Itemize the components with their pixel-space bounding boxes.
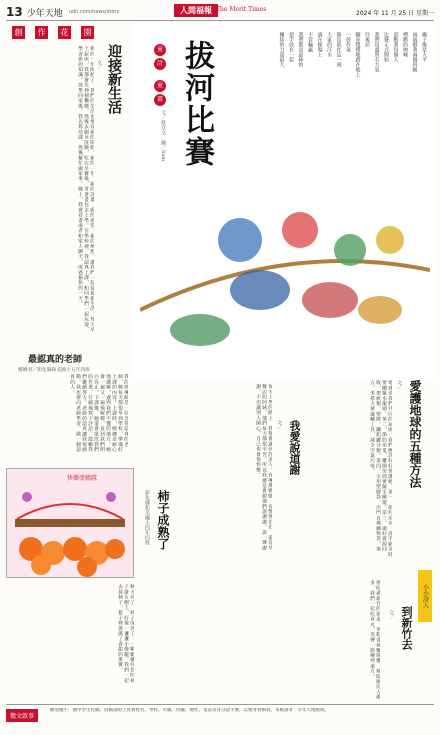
poem-label-1: 童 xyxy=(154,44,166,56)
section-name: 少年天地 xyxy=(26,8,63,19)
poem-line: 往後拉 xyxy=(364,32,370,47)
poem-label-4: 畫 xyxy=(154,94,166,106)
article-body-hsinchu: 風吹過新竹的街道，米粉香氣飄呀飄，城隍廟前人潮多，我們一起吃貢丸，笑聲一路傳到遠方。 xyxy=(369,580,380,700)
article-body-teacher: 我的班導師是一位非常認真的老師，她每天都很早到學校，準備好上課的內容。上課時，她總是耐心地講解，遇到我們不懂的地方，她會一遍又一遍地解釋，直到我們明白為止。下課後，她還會批改我們的作業，仔細地寫下評語，鼓勵我們繼續努力。老師的認真讓我很感動，我也要向老師學習，做一個認真的人。 xyxy=(69,374,128,452)
category-tags xyxy=(12,26,94,39)
poem-line: 把手放在一起 xyxy=(288,32,294,62)
poem-line: 我們都是最棒的 xyxy=(297,32,304,67)
poem-line: 一鼓作氣 xyxy=(345,32,351,52)
tug-of-war-illustration xyxy=(140,200,430,370)
poem-line: 勝負就在這一刻 xyxy=(335,32,342,67)
footer-text: 歡迎國小、國中學生投稿。投稿請附上真實姓名、學校、年級、班級、地址、電話及身分證字號，以便寄發稿費。來稿請寄：少年天地版收。 xyxy=(50,708,329,713)
masthead-en: The Merit Times xyxy=(216,6,267,13)
byline-thanks: 文／ xyxy=(276,420,282,430)
issue-date: 2024 年 11 月 25 日 星期一 xyxy=(356,9,434,17)
footer xyxy=(6,704,434,729)
article-title-new-life: 迎接新生活 xyxy=(106,44,122,114)
article-title-earth: 愛護地球的五種方法 xyxy=(408,380,422,488)
poem-line: 不管輸贏 xyxy=(307,32,313,52)
article-title-teacher: 最認真的老師 xyxy=(28,355,83,365)
poem-line: 腳步穩穩地踏在地上 xyxy=(354,32,361,77)
article-body-persimmon: 秋天到了，柿子成熟了，一顆顆橘紅色的柿子掛在樹上，好像一盞盞小燈籠。我們一起去採柿子，籃子裡裝滿了香甜的果實。 xyxy=(117,584,134,683)
page-number: 13 xyxy=(6,5,23,19)
byline-new-life: 文／ xyxy=(96,60,102,70)
poem-line: 大家的汗水 xyxy=(326,32,332,57)
byline-teacher: 鄭曉君／彰化縣和美國小五年四班 xyxy=(18,368,90,373)
article-title-persimmon: 柿子成熟了 xyxy=(156,490,170,550)
poem-line: 滴在操場上 xyxy=(316,32,323,57)
article-body-new-life: 新的一年開始了，我們的生活也要有新的開始。新的一年，新的計畫，新的希望，新的夢想，讓我們一起迎接新生活。每天早上起床，我都會先伸個懶腰，然後去刷牙洗臉，吃完早餐後，背著書包去上學。在學校裡，我認真上課，和同學們一起玩耍，學習新的知識。放學回家後，我先寫功課，然後幫忙做家事。晚上，我會看書或者和家人聊天，度過愉快的一天。 xyxy=(77,46,94,332)
poem-line: 繩子像是大平 xyxy=(421,32,427,62)
article-body-thanks: 每天上學的路上，我都會遇到許多人。有導護媽媽，有警察伯伯，還有早餐店的阿姨。他們每天都很辛苦，所以我總是會跟他們說謝謝。說一聲謝謝，不但讓別人開心，自己也會很快樂。 xyxy=(255,384,272,551)
poem-line: 兩端綁著兩個班級 xyxy=(411,32,418,72)
poem-line: 比賽正式開始 xyxy=(383,32,389,62)
tag-2: 作 xyxy=(35,26,48,39)
persimmon-illustration xyxy=(7,469,133,577)
poem-line: 震動著每個人 xyxy=(392,32,399,62)
poem-line: 團結的力量最大 xyxy=(278,32,285,67)
poem-label-2: 詩 xyxy=(154,58,166,70)
footer-label: 徵文啟事 xyxy=(6,709,38,722)
byline-persimmon: 彰化縣和美國小四年四班 xyxy=(144,490,150,545)
poem-title: 拔河比賽 xyxy=(179,40,214,168)
poem-line: 我們用盡所有力氣 xyxy=(373,32,380,72)
small-poet-label: 小小詩人 xyxy=(421,584,429,608)
poem-line: 嘿喲的吶喊 xyxy=(402,32,408,57)
article-title-thanks: 我愛說道謝 xyxy=(288,420,301,475)
article-title-hsinchu: 到新竹去 xyxy=(400,606,413,650)
poem-byline: 文／蔡宜文 圖／Sam xyxy=(160,110,166,162)
poem-label-3: 童 xyxy=(154,80,166,92)
tag-3: 花 xyxy=(58,26,71,39)
tag-1: 創 xyxy=(12,26,25,39)
byline-earth: 文／ xyxy=(396,380,402,390)
page-header xyxy=(6,5,434,19)
masthead: 人間福報 xyxy=(174,4,218,17)
header-rule xyxy=(6,20,434,21)
small-poet-label-box xyxy=(418,570,432,622)
persimmon-label: 快樂塗鴉隊 xyxy=(67,475,98,482)
article-body-earth: 地球是我們共同的家園，我們應該好好愛護她。第一，節約用水，洗手刷牙時要關緊水龍頭。第二，節約用電，離開房間要隨手關燈。第三，做好資源回收，把紙類、塑膠、鐵鋁罐分類。第四，少用塑膠袋，出門自備購物袋。第五，多搭大眾運輸工具，減少空氣污染。 xyxy=(369,380,392,557)
persimmon-drawing xyxy=(6,468,134,578)
header-url[interactable]: udn.com/news/story xyxy=(68,9,120,15)
tag-4: 園 xyxy=(81,26,94,39)
byline-hsinchu: 文／ xyxy=(388,610,394,620)
